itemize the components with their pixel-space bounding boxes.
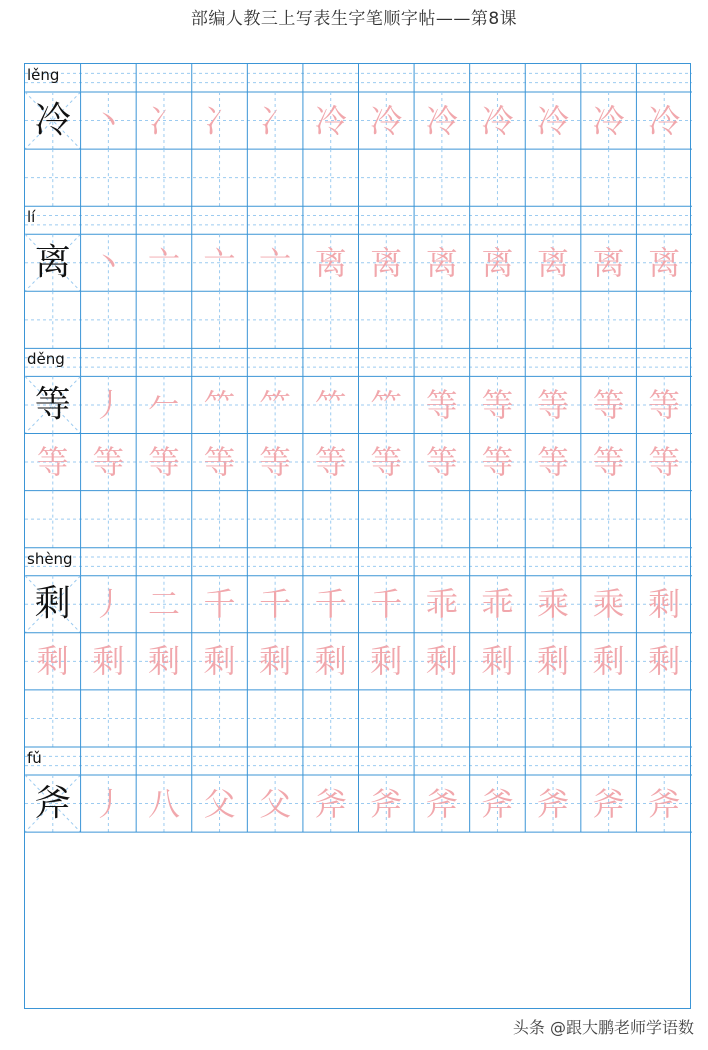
trace-character-cell <box>470 92 526 149</box>
trace-character-cell <box>581 434 637 491</box>
trace-character-cell <box>525 92 581 149</box>
stroke-order-character: 斧 <box>425 784 458 823</box>
trace-character-cell <box>636 291 692 348</box>
trace-character-cell <box>525 291 581 348</box>
stroke-order-character: 斧 <box>648 784 681 823</box>
char-row <box>25 291 690 348</box>
trace-character-cell <box>581 491 637 548</box>
trace-character-cell <box>414 291 470 348</box>
trace-character-cell <box>636 491 692 548</box>
char-row <box>25 434 690 491</box>
trace-character-cell <box>303 434 359 491</box>
stroke-order-character: ⺮ <box>370 385 403 424</box>
trace-character-cell <box>470 775 526 832</box>
trace-character-cell <box>636 690 692 747</box>
trace-character-cell <box>247 149 303 206</box>
trace-character-cell <box>581 775 637 832</box>
trace-character-cell <box>414 149 470 206</box>
trace-character-cell <box>414 376 470 433</box>
trace-character-cell <box>581 291 637 348</box>
stroke-order-character: 剩 <box>259 642 292 681</box>
model-character: 剩 <box>34 583 71 625</box>
trace-character-cell <box>303 491 359 548</box>
trace-character-cell <box>192 149 248 206</box>
stroke-order-character: 等 <box>92 443 125 482</box>
trace-character-cell <box>247 376 303 433</box>
trace-character-cell <box>247 434 303 491</box>
char-row <box>25 775 690 832</box>
char-row <box>25 576 690 633</box>
trace-character-cell <box>247 633 303 690</box>
page-title: 部编人教三上写表生字笔顺字帖——第8课 <box>190 9 518 29</box>
stroke-order-character: 冷 <box>425 101 458 140</box>
pinyin-label: fǔ <box>27 749 42 767</box>
trace-character-cell <box>25 291 81 348</box>
trace-character-cell <box>636 576 692 633</box>
trace-character-cell <box>136 690 192 747</box>
watermark-credit: 头条 @跟大鹏老师学语数 <box>512 1018 694 1037</box>
trace-character-cell <box>136 92 192 149</box>
trace-character-cell <box>359 576 415 633</box>
trace-character-cell <box>247 775 303 832</box>
stroke-order-character: 乘 <box>537 585 570 624</box>
stroke-order-character: 剩 <box>36 642 69 681</box>
trace-character-cell <box>581 92 637 149</box>
pinyin-row <box>25 348 690 376</box>
stroke-order-character: 剩 <box>314 642 347 681</box>
trace-character-cell <box>136 576 192 633</box>
pinyin-label: děng <box>27 350 65 369</box>
trace-character-cell <box>636 434 692 491</box>
stroke-order-character: ⺮ <box>259 385 292 424</box>
trace-character-cell <box>414 633 470 690</box>
pinyin-row <box>25 747 690 775</box>
stroke-order-character: 等 <box>481 385 514 424</box>
trace-character-cell <box>414 576 470 633</box>
stroke-order-character: ⺮ <box>203 385 236 424</box>
trace-character-cell <box>25 149 81 206</box>
trace-character-cell <box>25 491 81 548</box>
trace-character-cell <box>581 633 637 690</box>
stroke-order-character: 等 <box>203 443 236 482</box>
stroke-order-character: 等 <box>314 443 347 482</box>
stroke-order-character: 冷 <box>648 101 681 140</box>
trace-character-cell <box>525 434 581 491</box>
trace-character-cell <box>303 291 359 348</box>
stroke-order-character: 等 <box>592 443 625 482</box>
trace-character-cell <box>136 491 192 548</box>
stroke-order-character: 丶 <box>92 243 125 282</box>
trace-character-cell <box>525 491 581 548</box>
trace-character-cell <box>414 434 470 491</box>
stroke-order-character: 千 <box>259 585 292 624</box>
stroke-order-character: 乘 <box>592 585 625 624</box>
stroke-order-character: 冫 <box>259 101 292 140</box>
stroke-order-character: 剩 <box>147 642 180 681</box>
trace-character-cell <box>136 633 192 690</box>
stroke-order-character: 等 <box>425 443 458 482</box>
stroke-order-character: 冷 <box>592 101 625 140</box>
trace-character-cell <box>303 92 359 149</box>
stroke-order-character: 斧 <box>481 784 514 823</box>
trace-character-cell <box>525 576 581 633</box>
trace-character-cell <box>81 775 137 832</box>
trace-character-cell <box>25 434 81 491</box>
trace-character-cell <box>414 690 470 747</box>
trace-character-cell <box>525 149 581 206</box>
trace-character-cell <box>247 234 303 291</box>
trace-character-cell <box>359 149 415 206</box>
trace-character-cell <box>414 234 470 291</box>
stroke-order-character: 等 <box>370 443 403 482</box>
char-row <box>25 234 690 291</box>
stroke-order-character: 冷 <box>481 101 514 140</box>
model-character: 冷 <box>34 99 71 141</box>
trace-character-cell <box>81 690 137 747</box>
trace-character-cell <box>414 92 470 149</box>
trace-character-cell <box>359 92 415 149</box>
stroke-order-character: 斧 <box>537 784 570 823</box>
trace-character-cell <box>525 376 581 433</box>
trace-character-cell <box>136 291 192 348</box>
trace-character-cell <box>581 149 637 206</box>
trace-character-cell <box>359 690 415 747</box>
stroke-order-character: 丿 <box>92 585 125 624</box>
char-row <box>25 491 690 548</box>
stroke-order-character: 等 <box>259 443 292 482</box>
trace-character-cell <box>359 376 415 433</box>
practice-sheet <box>24 63 691 1009</box>
trace-character-cell <box>247 491 303 548</box>
trace-character-cell <box>192 775 248 832</box>
stroke-order-character: 二 <box>147 585 180 624</box>
trace-character-cell <box>303 775 359 832</box>
stroke-order-character: 冷 <box>314 101 347 140</box>
trace-character-cell <box>470 234 526 291</box>
stroke-order-character: 离 <box>592 243 625 282</box>
stroke-order-character: 离 <box>648 243 681 282</box>
trace-character-cell <box>636 234 692 291</box>
trace-character-cell <box>359 434 415 491</box>
char-row <box>25 376 690 433</box>
trace-character-cell <box>192 576 248 633</box>
trace-character-cell <box>359 291 415 348</box>
trace-character-cell <box>136 376 192 433</box>
stroke-order-character: 剩 <box>648 642 681 681</box>
stroke-order-character: 亠 <box>203 243 236 282</box>
model-character-cell <box>25 376 81 433</box>
stroke-order-character: 剩 <box>92 642 125 681</box>
trace-character-cell <box>192 633 248 690</box>
stroke-order-character: 离 <box>481 243 514 282</box>
model-character-cell <box>25 775 81 832</box>
stroke-order-character: 离 <box>537 243 570 282</box>
trace-character-cell <box>81 291 137 348</box>
stroke-order-character: 丿 <box>92 385 125 424</box>
trace-character-cell <box>525 633 581 690</box>
stroke-order-character: 冫 <box>147 101 180 140</box>
trace-character-cell <box>192 434 248 491</box>
trace-character-cell <box>581 376 637 433</box>
stroke-order-character: 等 <box>481 443 514 482</box>
stroke-order-character: 等 <box>36 443 69 482</box>
trace-character-cell <box>136 234 192 291</box>
model-character-cell <box>25 234 81 291</box>
trace-character-cell <box>81 234 137 291</box>
stroke-order-character: 剩 <box>203 642 236 681</box>
trace-character-cell <box>192 376 248 433</box>
trace-character-cell <box>192 291 248 348</box>
model-character: 斧 <box>34 782 71 824</box>
trace-character-cell <box>303 633 359 690</box>
trace-character-cell <box>470 291 526 348</box>
stroke-order-character: 离 <box>425 243 458 282</box>
stroke-order-character: 丶 <box>92 101 125 140</box>
trace-character-cell <box>525 234 581 291</box>
stroke-order-character: 剩 <box>592 642 625 681</box>
trace-character-cell <box>247 92 303 149</box>
stroke-order-character: 千 <box>314 585 347 624</box>
pinyin-label: shèng <box>27 549 73 568</box>
stroke-order-character: 𠂉 <box>147 385 180 424</box>
trace-character-cell <box>303 149 359 206</box>
trace-character-cell <box>636 376 692 433</box>
trace-character-cell <box>192 690 248 747</box>
stroke-order-character: 等 <box>537 385 570 424</box>
pinyin-row <box>25 206 690 234</box>
stroke-order-character: 剩 <box>370 642 403 681</box>
pinyin-label: lí <box>27 208 36 227</box>
stroke-order-character: 父 <box>203 784 236 823</box>
trace-character-cell <box>470 576 526 633</box>
stroke-order-character: 斧 <box>592 784 625 823</box>
stroke-order-character: 冷 <box>537 101 570 140</box>
trace-character-cell <box>81 576 137 633</box>
stroke-order-character: ⺮ <box>314 385 347 424</box>
trace-character-cell <box>636 775 692 832</box>
stroke-order-character: 剩 <box>648 585 681 624</box>
stroke-order-character: 乖 <box>481 585 514 624</box>
trace-character-cell <box>136 775 192 832</box>
trace-character-cell <box>192 491 248 548</box>
trace-character-cell <box>247 576 303 633</box>
stroke-order-character: 剩 <box>481 642 514 681</box>
trace-character-cell <box>303 690 359 747</box>
trace-character-cell <box>136 434 192 491</box>
char-row <box>25 149 690 206</box>
trace-character-cell <box>525 775 581 832</box>
trace-character-cell <box>414 775 470 832</box>
stroke-order-character: 冷 <box>370 101 403 140</box>
stroke-order-character: 等 <box>147 443 180 482</box>
trace-character-cell <box>636 92 692 149</box>
trace-character-cell <box>470 491 526 548</box>
stroke-order-character: 等 <box>648 443 681 482</box>
trace-character-cell <box>359 491 415 548</box>
stroke-order-character: 等 <box>425 385 458 424</box>
pinyin-row <box>25 64 690 92</box>
model-character-cell <box>25 576 81 633</box>
trace-character-cell <box>525 690 581 747</box>
stroke-order-character: 亠 <box>147 243 180 282</box>
stroke-order-character: 斧 <box>370 784 403 823</box>
stroke-order-character: 剩 <box>425 642 458 681</box>
trace-character-cell <box>303 576 359 633</box>
trace-character-cell <box>359 633 415 690</box>
trace-character-cell <box>81 149 137 206</box>
stroke-order-character: 等 <box>648 385 681 424</box>
model-character: 离 <box>34 241 71 283</box>
trace-character-cell <box>359 775 415 832</box>
stroke-order-character: 父 <box>259 784 292 823</box>
trace-character-cell <box>25 690 81 747</box>
stroke-order-character: 八 <box>147 784 180 823</box>
trace-character-cell <box>81 92 137 149</box>
trace-character-cell <box>192 234 248 291</box>
stroke-order-character: 剩 <box>537 642 570 681</box>
trace-character-cell <box>636 633 692 690</box>
stroke-order-character: 千 <box>203 585 236 624</box>
model-character-cell <box>25 92 81 149</box>
trace-character-cell <box>192 92 248 149</box>
stroke-order-character: 丿 <box>92 784 125 823</box>
stroke-order-character: 冫 <box>203 101 236 140</box>
trace-character-cell <box>581 576 637 633</box>
trace-character-cell <box>581 690 637 747</box>
trace-character-cell <box>470 434 526 491</box>
trace-character-cell <box>470 376 526 433</box>
trace-character-cell <box>81 434 137 491</box>
trace-character-cell <box>470 690 526 747</box>
trace-character-cell <box>81 376 137 433</box>
stroke-order-character: 斧 <box>314 784 347 823</box>
trace-character-cell <box>247 291 303 348</box>
model-character: 等 <box>34 383 71 425</box>
pinyin-label: lěng <box>27 66 60 84</box>
trace-character-cell <box>636 149 692 206</box>
stroke-order-character: 等 <box>592 385 625 424</box>
trace-character-cell <box>470 633 526 690</box>
trace-character-cell <box>303 234 359 291</box>
stroke-order-character: 乖 <box>425 585 458 624</box>
trace-character-cell <box>414 491 470 548</box>
trace-character-cell <box>136 149 192 206</box>
trace-character-cell <box>247 690 303 747</box>
char-row <box>25 690 690 747</box>
trace-character-cell <box>470 149 526 206</box>
char-row <box>25 633 690 690</box>
stroke-order-character: 等 <box>537 443 570 482</box>
stroke-order-character: 亠 <box>259 243 292 282</box>
trace-character-cell <box>81 633 137 690</box>
trace-character-cell <box>303 376 359 433</box>
stroke-order-character: 离 <box>314 243 347 282</box>
trace-character-cell <box>25 633 81 690</box>
trace-character-cell <box>359 234 415 291</box>
trace-character-cell <box>581 234 637 291</box>
char-row <box>25 92 690 149</box>
pinyin-row <box>25 548 690 576</box>
trace-character-cell <box>81 491 137 548</box>
stroke-order-character: 千 <box>370 585 403 624</box>
stroke-order-character: 离 <box>370 243 403 282</box>
